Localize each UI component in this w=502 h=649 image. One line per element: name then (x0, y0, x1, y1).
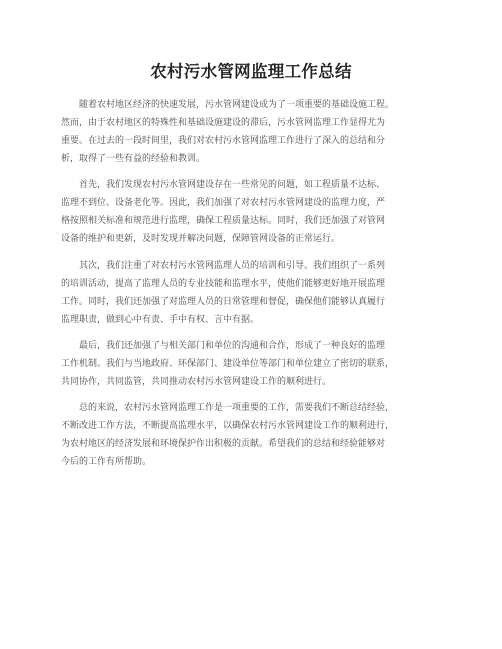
paragraph-last (61, 337, 439, 391)
paragraph-line: 今后的工作有所帮助。 (61, 457, 152, 467)
paragraph-line: 随着农村地区经济的快速发展，污水管网建设成为了一项重要的基础设施工程。 (79, 100, 395, 110)
paragraph-line: 共同协作，共同监管，共同推动农村污水管网建设工作的顺利进行。 (61, 377, 332, 387)
paragraph-line: 最后，我们还加强了与相关部门和单位的沟通和合作，形成了一种良好的监理 (79, 341, 386, 351)
paragraph-line: 重要。在过去的一段时间里，我们对农村污水管网监理工作进行了深入的总结和分 (61, 136, 386, 146)
paragraph-line: 工作。同时，我们还加强了对监理人员的日常管理和督促，确保他们能够认真履行 (61, 297, 386, 307)
paragraph-line: 首先，我们发现农村污水管网建设存在一些常见的问题，如工程质量不达标、 (79, 180, 386, 190)
paragraph-line: 然而，由于农村地区的特殊性和基础设施建设的滞后，污水管网监理工作显得尤为 (61, 118, 386, 128)
paragraph-intro (61, 96, 439, 168)
paragraph-line: 不断改进工作方法，不断提高监理水平，以确保农村污水管网建设工作的顺利进行， (61, 421, 395, 431)
paragraph-line: 析，取得了一些有益的经验和教训。 (61, 154, 206, 164)
paragraph-line: 其次，我们注重了对农村污水管网监理人员的培训和引导。我们组织了一系列 (79, 261, 386, 271)
paragraph-second (61, 257, 439, 329)
paragraph-line: 工作机制。我们与当地政府、环保部门、建设单位等部门和单位建立了密切的联系， (61, 359, 395, 369)
paragraph-line: 为农村地区的经济发展和环境保护作出积极的贡献。希望我们的总结和经验能够对 (61, 439, 386, 449)
paragraph-line: 格按照相关标准和规范进行监理，确保工程质量达标。同时，我们还加强了对管网 (61, 216, 386, 226)
paragraph-first (61, 176, 439, 248)
paragraph-summary (61, 399, 439, 471)
paragraph-line: 总的来说，农村污水管网监理工作是一项重要的工作，需要我们不断总结经验， (79, 403, 395, 413)
paragraph-line: 的培训活动，提高了监理人员的专业技能和监理水平，使他们能够更好地开展监理 (61, 279, 386, 289)
document-title: 农村污水管网监理工作总结 (150, 62, 352, 81)
paragraph-line: 设备的维护和更新，及时发现并解决问题，保障管网设备的正常运行。 (61, 234, 341, 244)
paragraph-line: 监理职责，做到心中有责、手中有权、言中有据。 (61, 315, 260, 325)
paragraph-line: 监理不到位、设备老化等。因此，我们加强了对农村污水管网建设的监理力度，严 (61, 198, 386, 208)
